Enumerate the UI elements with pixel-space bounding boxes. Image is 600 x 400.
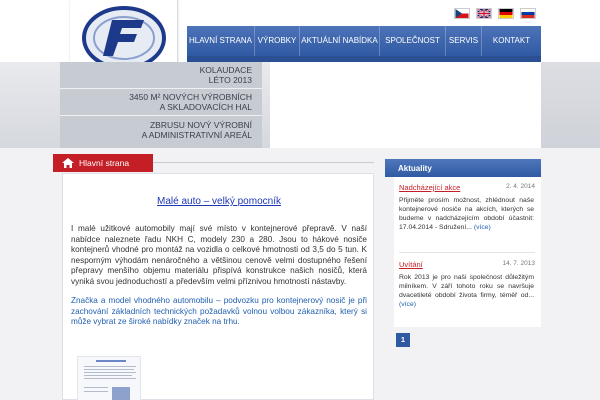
nav-item-service[interactable]: SERVIS	[446, 26, 482, 56]
news-more-link[interactable]: (více)	[399, 301, 416, 308]
flag-cz-icon[interactable]	[454, 8, 470, 19]
thumbnail-image	[112, 387, 130, 400]
divider	[60, 88, 262, 89]
news-heading-bar	[385, 159, 541, 177]
hero-item-line: LÉTO 2013	[208, 75, 252, 85]
hero-item-line: KOLAUDACE	[199, 65, 252, 75]
hero-item-line: A ADMINISTRATIVNÍ AREÁL	[141, 130, 252, 140]
language-switcher	[454, 8, 536, 19]
hero-item-line: ZBRUSU NOVÝ VÝROBNÍ	[149, 120, 252, 130]
nav-item-company[interactable]: SPOLEČNOST	[380, 26, 446, 56]
news-excerpt	[399, 273, 534, 309]
nav-item-home[interactable]: HLAVNÍ STRANA	[187, 26, 255, 56]
flag-ru-icon[interactable]	[520, 8, 536, 19]
hero-item-line: 3450 M² NOVÝCH VÝROBNÍCH	[129, 92, 252, 102]
hero-item-new-area[interactable]	[142, 120, 252, 140]
nav-item-products[interactable]: VÝROBKY	[255, 26, 300, 56]
flag-de-icon[interactable]	[498, 8, 514, 19]
divider	[60, 115, 262, 116]
flag-gb-icon[interactable]	[476, 8, 492, 19]
news-excerpt	[399, 196, 534, 232]
home-icon	[62, 158, 74, 168]
thumbnail-text-line	[84, 369, 134, 370]
thumbnail-text-line	[84, 375, 132, 376]
thumbnail-heading	[96, 360, 126, 362]
hero-item-new-halls[interactable]	[129, 92, 252, 112]
nav-item-current-offer[interactable]: AKTUÁLNÍ NABÍDKA	[300, 26, 380, 56]
hero-menu	[60, 62, 262, 148]
news-more-link[interactable]: (více)	[473, 224, 491, 231]
hero-image-area	[270, 62, 541, 148]
news-date: 14. 7. 2013	[502, 260, 535, 267]
hero-item-line: A SKLADOVACÍCH HAL	[159, 102, 252, 112]
article-thumbnail[interactable]	[77, 356, 141, 400]
news-title[interactable]: Uvítání	[399, 260, 423, 269]
divider	[153, 162, 374, 163]
news-heading: Aktuality	[398, 163, 432, 173]
thumbnail-text-line	[84, 366, 136, 367]
main-nav	[187, 26, 541, 56]
news-excerpt-text: Přijměte prosím možnost, zhlédnout naše kontejnerové nosiče na akcích, kterých se budeme v nadcházejícím období účastnit: 17.04.2014 - Sdružení...	[399, 197, 534, 231]
main-content	[62, 173, 374, 400]
news-excerpt-text: Rok 2013 je pro naši společnost důležitým milníkem. V září tohoto roku se navršuje dvacetileté období života firmy, téměř od...	[399, 274, 534, 299]
breadcrumb[interactable]	[53, 154, 153, 172]
thumbnail-text-line	[84, 387, 108, 388]
thumbnail-text-line	[84, 372, 136, 373]
pagination-page-1[interactable]: 1	[396, 333, 410, 347]
thumbnail-text-line	[84, 391, 108, 392]
nav-item-contact[interactable]: KONTAKT	[492, 36, 531, 45]
article-paragraph: Značka a model vhodného automobilu – podvozku pro kontejnerový nosič je při zachování základních technických požadavků volnou volbou zákazníka, který si může vybrat ze široké nabídky značek na trhu.	[71, 296, 367, 327]
breadcrumb-label: Hlavní strana	[79, 158, 130, 168]
logo-emblem-icon	[82, 6, 166, 70]
news-panel	[394, 177, 541, 327]
news-title[interactable]: Nadcházející akce	[399, 183, 461, 192]
news-date: 2. 4. 2014	[506, 183, 535, 190]
divider	[399, 252, 535, 253]
hero-item-inspection[interactable]	[200, 65, 252, 85]
article-paragraph: I malé užitkové automobily mají své místo v kontejnerové přepravě. V naší nabídce naleznete řadu NKH C, modely 230 a 280. Jsou to hákové nosiče kontejnerů vhodné pro montáž na vozidla o celkové hmotnosti od 3,5 do 5 tun. K nesporným výhodám nenáročného a většinou cenově velmi dostupného řešení přepravy menšího objemu materiálu přispívá konstrukce našich nosičů, která vyniká svou jednoduchostí a především velmi příznivou hmotností nástavby.	[71, 224, 367, 286]
article-title[interactable]: Malé auto – velký pomocník	[157, 196, 281, 207]
thumbnail-text-line	[84, 378, 136, 379]
hero-side-panel	[541, 62, 600, 148]
